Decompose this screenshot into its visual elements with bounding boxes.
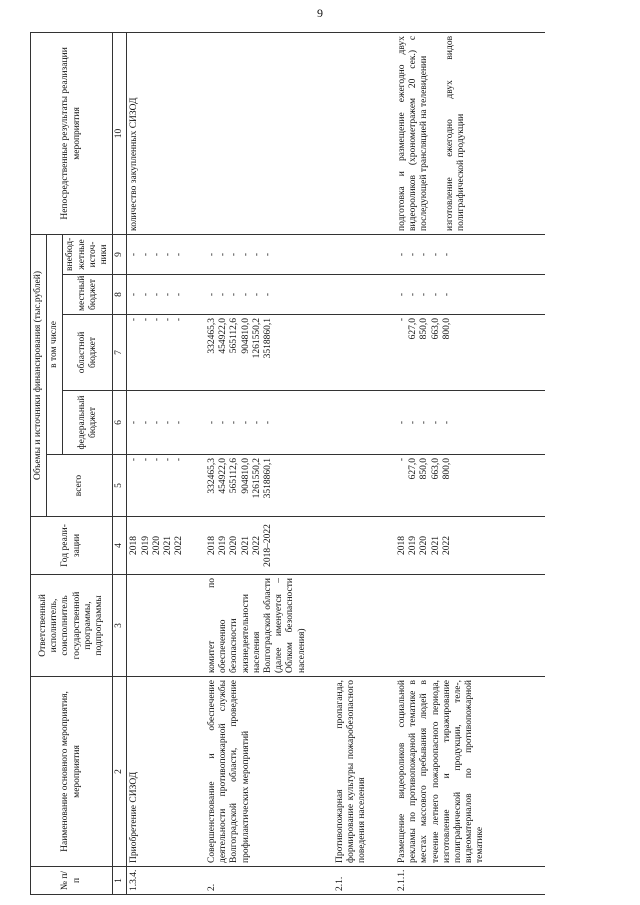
row-federal-value: - — [408, 420, 419, 425]
row-federal-value: - — [251, 420, 262, 425]
row-federal — [395, 391, 545, 455]
row-local-value: - — [206, 292, 217, 297]
row-offbudget-value: - — [430, 252, 441, 257]
row-regional-value: - — [174, 318, 185, 322]
col-number: 2 — [113, 677, 127, 867]
row-years-value: 2019 — [408, 536, 419, 555]
row-total — [127, 455, 205, 517]
header-incl: в том числе — [47, 234, 63, 454]
row-offbudget-value: - — [218, 252, 229, 257]
row-num: 2.1. — [333, 867, 395, 895]
row-regional-value: 1261550,2 — [251, 318, 262, 359]
row-federal — [127, 391, 205, 455]
row-offbudget — [333, 234, 395, 274]
row-offbudget-value: - — [151, 252, 162, 257]
row-offbudget-value: - — [163, 252, 174, 257]
rotated-sheet — [30, 33, 620, 895]
row-regional-value: 800,0 — [441, 318, 452, 340]
row-years-value: 2018 — [396, 536, 407, 555]
row-federal-value: - — [419, 420, 430, 425]
row-local-value: - — [430, 292, 441, 297]
row-total — [333, 455, 395, 517]
row-federal — [205, 391, 333, 455]
row-years-value: 2018 — [206, 536, 217, 555]
page-number: 9 — [317, 6, 323, 20]
row-name: Противопожарная пропаганда, формирование культуры пожаробезопасного поведения населения — [333, 677, 395, 867]
row-regional-value: 454922,0 — [218, 318, 229, 354]
row-total-value: 1261550,2 — [251, 458, 262, 499]
row-local — [395, 275, 545, 315]
row-regional — [127, 315, 205, 391]
row-years — [395, 517, 545, 575]
row-offbudget-value: - — [129, 252, 140, 257]
row-years-value: 2019 — [140, 536, 151, 555]
row-name: Совершенствование и обеспечение деятельности противопожарной службы Волгоградской области, проведение профилактических мероприятий — [205, 677, 333, 867]
row-total-value: 663,0 — [430, 458, 441, 480]
row-offbudget — [205, 234, 333, 274]
row-local-value: - — [129, 292, 140, 297]
header-federal: федеральный бюджет — [63, 391, 113, 455]
row-federal-value: - — [396, 420, 407, 425]
row-result — [395, 32, 545, 234]
row-local-value: - — [262, 292, 273, 297]
row-offbudget-value: - — [419, 252, 430, 257]
table-row — [333, 32, 395, 894]
row-offbudget-value: - — [408, 252, 419, 257]
row-local-value: - — [419, 292, 430, 297]
header-result: Непосредственные результаты реализации мероприятия — [31, 32, 113, 234]
row-executor — [127, 575, 205, 677]
col-number: 3 — [113, 575, 127, 677]
table-row — [395, 32, 545, 894]
row-regional-value: 627,0 — [408, 318, 419, 340]
result-text: изготовление ежегодно двух видов полиграфической продукции — [444, 35, 466, 231]
row-name: Размещение видеороликов социальной рекламы по противопожарной тематике в местах массового пребывания людей в течение летнего пожароопасного периода, изготовление и тиражирование полиграфической продукции, теле-, видеоматериалов по противопожарной тематике — [395, 677, 545, 867]
row-name: Приобретение СИЗОД — [127, 677, 205, 867]
row-regional-value: 663,0 — [430, 318, 441, 340]
result-text: подготовка и размещение ежегодно двух видеороликов (хронометражем 20 сек.) с последующей трансляцией на телевидении — [396, 35, 430, 231]
row-local-value: - — [151, 292, 162, 297]
row-federal-value: - — [218, 420, 229, 425]
row-total-value: - — [129, 458, 140, 462]
result-text: количество закупленных СИЗОД — [129, 97, 140, 231]
program-table — [30, 32, 545, 895]
row-total-value: - — [151, 458, 162, 462]
row-offbudget-value: - — [396, 252, 407, 257]
row-local-value: - — [140, 292, 151, 297]
row-local-value: - — [218, 292, 229, 297]
row-total-value: - — [396, 458, 407, 462]
row-federal-value: - — [229, 420, 240, 425]
row-local-value: - — [408, 292, 419, 297]
row-offbudget-value: - — [262, 252, 273, 257]
row-total-value: - — [174, 458, 185, 462]
row-regional-value: 332465,3 — [206, 318, 217, 354]
row-federal-value: - — [174, 420, 185, 425]
row-regional-value: 565112,6 — [229, 318, 240, 354]
row-federal-value: - — [140, 420, 151, 425]
row-executor: комитет по обеспечению безопасности жизнедеятельности населения Волгоградской области (далее именуется – Облком безопасности населения) — [205, 575, 333, 677]
row-federal-value: - — [206, 420, 217, 425]
col-number: 8 — [113, 275, 127, 315]
row-offbudget-value: - — [240, 252, 251, 257]
row-federal-value: - — [430, 420, 441, 425]
col-number: 4 — [113, 517, 127, 575]
row-years-value: 2021 — [430, 536, 441, 555]
row-years-value: 2020 — [419, 536, 430, 555]
row-regional-value: 850,0 — [419, 318, 430, 340]
row-total-value: 627,0 — [408, 458, 419, 480]
row-local-value: - — [396, 292, 407, 297]
row-executor — [333, 575, 395, 677]
row-years-value: 2020 — [229, 536, 240, 555]
row-local-value: - — [174, 292, 185, 297]
row-regional-value: 3518860,1 — [262, 318, 273, 359]
row-offbudget-value: - — [251, 252, 262, 257]
header-total: всего — [47, 455, 113, 517]
row-federal-value: - — [262, 420, 273, 425]
row-offbudget-value: - — [140, 252, 151, 257]
col-number: 10 — [113, 32, 127, 234]
header-executor: Ответственный исполнитель, соисполнитель государственной программы, подпрограммы — [31, 575, 113, 677]
header-regional: областной бюджет — [63, 315, 113, 391]
col-number: 5 — [113, 455, 127, 517]
row-total-value: 3518860,1 — [262, 458, 273, 499]
row-regional — [205, 315, 333, 391]
row-total — [395, 455, 545, 517]
header-name: Наименование основного мероприятия, мероприятия — [31, 677, 113, 867]
row-executor — [395, 575, 545, 677]
table-row — [127, 32, 205, 894]
header-funding: Объемы и источники финансирования (тыс.рублей) — [31, 234, 47, 516]
row-years-value: 2021 — [240, 536, 251, 555]
row-years-value: 2022 — [251, 536, 262, 555]
row-total-value: 850,0 — [419, 458, 430, 480]
row-total-value: 565112,6 — [229, 458, 240, 494]
row-total-value: 800,0 — [441, 458, 452, 480]
header-local: местный бюджет — [63, 275, 113, 315]
row-regional — [333, 315, 395, 391]
row-regional-value: - — [129, 318, 140, 322]
row-years-value: 2018 — [129, 536, 140, 555]
row-years-value: 2018–2022 — [262, 524, 273, 567]
row-regional-value: - — [396, 318, 407, 322]
row-result — [205, 32, 333, 234]
row-regional — [395, 315, 545, 391]
header-num: № п/п — [31, 867, 113, 895]
row-local-value: - — [229, 292, 240, 297]
row-years-value: 2020 — [151, 536, 162, 555]
row-federal — [333, 391, 395, 455]
row-local — [205, 275, 333, 315]
row-local-value: - — [441, 292, 452, 297]
col-number: 6 — [113, 391, 127, 455]
row-regional-value: - — [163, 318, 174, 322]
row-years — [127, 517, 205, 575]
row-offbudget — [127, 234, 205, 274]
row-total-value: 904810,0 — [240, 458, 251, 494]
row-total-value: - — [140, 458, 151, 462]
table-row — [205, 32, 333, 894]
row-years-value: 2022 — [441, 536, 452, 555]
col-number: 9 — [113, 234, 127, 274]
row-num: 2.1.1. — [395, 867, 545, 895]
col-number: 7 — [113, 315, 127, 391]
row-total-value: 332465,3 — [206, 458, 217, 494]
row-result — [127, 32, 205, 234]
row-offbudget — [395, 234, 545, 274]
row-total-value: 454922,0 — [218, 458, 229, 494]
row-years — [333, 517, 395, 575]
row-federal-value: - — [129, 420, 140, 425]
row-num: 2. — [205, 867, 333, 895]
row-result — [333, 32, 395, 234]
row-years-value: 2022 — [174, 536, 185, 555]
row-federal-value: - — [441, 420, 452, 425]
row-federal-value: - — [163, 420, 174, 425]
row-years-value: 2021 — [163, 536, 174, 555]
header-year: Год реали-зации — [31, 517, 113, 575]
row-local-value: - — [251, 292, 262, 297]
header-offbudget: внебюд-жетные источ-ники — [63, 234, 113, 274]
col-number: 1 — [113, 867, 127, 895]
row-offbudget-value: - — [441, 252, 452, 257]
row-offbudget-value: - — [229, 252, 240, 257]
row-regional-value: 904810,0 — [240, 318, 251, 354]
row-regional-value: - — [140, 318, 151, 322]
row-num: 1.3.4. — [127, 867, 205, 895]
row-regional-value: - — [151, 318, 162, 322]
row-federal-value: - — [240, 420, 251, 425]
row-federal-value: - — [151, 420, 162, 425]
row-local — [333, 275, 395, 315]
row-local — [127, 275, 205, 315]
row-local-value: - — [163, 292, 174, 297]
row-years-value: 2019 — [218, 536, 229, 555]
row-local-value: - — [240, 292, 251, 297]
row-total-value: - — [163, 458, 174, 462]
row-offbudget-value: - — [174, 252, 185, 257]
row-offbudget-value: - — [206, 252, 217, 257]
row-years — [205, 517, 333, 575]
row-total — [205, 455, 333, 517]
